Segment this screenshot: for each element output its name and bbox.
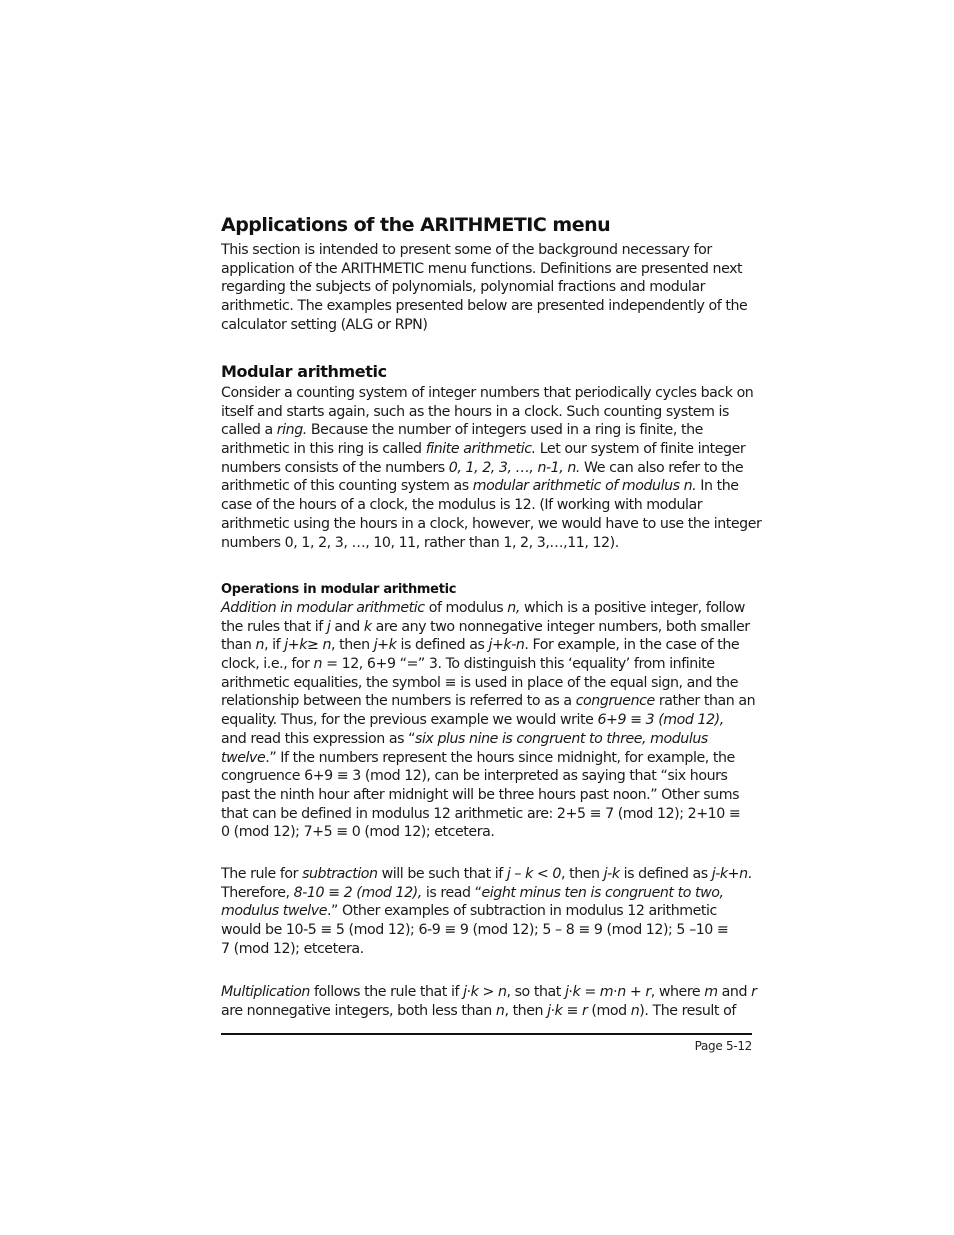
text-line: This section is intended to present some of the background necessary for	[221, 242, 712, 258]
text-line: the rules that if j and k are any two nonnegative integer numbers, both smaller	[221, 618, 750, 635]
text-line: The rule for subtraction will be such that if j – k < 0, then j-k is defined as j-k+n.	[221, 866, 752, 882]
text-line: past the ninth hour after midnight will be three hours past noon.” Other sums	[221, 786, 740, 803]
text-line: Therefore, 8-10 ≡ 2 (mod 12), is read “eight minus ten is congruent to two,	[221, 884, 724, 901]
subsection-heading-modular-arithmetic: Modular arithmetic	[221, 362, 387, 381]
text-line: called a ring. Because the number of integers used in a ring is finite, the	[221, 422, 703, 439]
text-line: twelve.” If the numbers represent the hours since midnight, for example, the	[221, 749, 735, 766]
text-line: numbers consists of the numbers 0, 1, 2, 3, …, n-1, n. We can also refer to the	[221, 459, 744, 476]
text-line: are nonnegative integers, both less than n, then j⋅k ≡ r (mod n). The result of	[221, 1002, 736, 1019]
text-line: Multiplication follows the rule that if j⋅k > n, so that j⋅k = m⋅n + r, where m and r	[221, 984, 757, 1000]
subtraction-paragraph	[221, 865, 761, 958]
text-line: arithmetic using the hours in a clock, however, we would have to use the integer	[221, 515, 762, 532]
intro-paragraph	[221, 241, 761, 334]
text-line: and read this expression as “six plus nine is congruent to three, modulus	[221, 730, 708, 747]
text-line: Addition in modular arithmetic of modulus n, which is a positive integer, follow	[221, 600, 745, 616]
text-line: would be 10-5 ≡ 5 (mod 12); 6-9 ≡ 9 (mod 12); 5 – 8 ≡ 9 (mod 12); 5 –10 ≡	[221, 922, 729, 939]
text-line: 7 (mod 12); etcetera.	[221, 940, 364, 957]
section-heading-arithmetic-menu: Applications of the ARITHMETIC menu	[221, 214, 611, 236]
subsubsection-heading-operations: Operations in modular arithmetic	[221, 582, 457, 597]
addition-paragraph	[221, 599, 761, 842]
modular-paragraph	[221, 384, 761, 552]
text-line: case of the hours of a clock, the modulus is 12. (If working with modular	[221, 497, 703, 514]
text-line: relationship between the numbers is referred to as a congruence rather than an	[221, 693, 756, 710]
footer-rule	[221, 1033, 752, 1035]
text-line: than n, if j+k≥ n, then j+k is defined as j+k-n. For example, in the case of the	[221, 637, 740, 654]
text-line: arithmetic equalities, the symbol ≡ is used in place of the equal sign, and the	[221, 674, 739, 691]
text-line: congruence 6+9 ≡ 3 (mod 12), can be interpreted as saying that “six hours	[221, 768, 728, 785]
text-line: modulus twelve.” Other examples of subtraction in modulus 12 arithmetic	[221, 903, 717, 920]
page-number: Page 5-12	[694, 1039, 752, 1053]
text-line: arithmetic. The examples presented below are presented independently of the	[221, 298, 748, 315]
text-line: 0 (mod 12); 7+5 ≡ 0 (mod 12); etcetera.	[221, 824, 495, 841]
text-line: numbers 0, 1, 2, 3, …, 10, 11, rather than 1, 2, 3,…,11, 12).	[221, 534, 619, 551]
text-line: that can be defined in modulus 12 arithmetic are: 2+5 ≡ 7 (mod 12); 2+10 ≡	[221, 805, 741, 822]
text-line: Consider a counting system of integer numbers that periodically cycles back on	[221, 385, 754, 401]
text-line: itself and starts again, such as the hours in a clock. Such counting system is	[221, 403, 729, 420]
text-line: arithmetic of this counting system as modular arithmetic of modulus n. In the	[221, 478, 739, 495]
text-line: arithmetic in this ring is called finite arithmetic. Let our system of finite integer	[221, 441, 746, 458]
text-line: calculator setting (ALG or RPN)	[221, 316, 428, 333]
text-line: application of the ARITHMETIC menu functions. Definitions are presented next	[221, 260, 743, 277]
text-line: equality. Thus, for the previous example we would write 6+9 ≡ 3 (mod 12),	[221, 712, 724, 729]
multiplication-paragraph	[221, 983, 761, 1020]
text-line: regarding the subjects of polynomials, polynomial fractions and modular	[221, 279, 706, 296]
text-line: clock, i.e., for n = 12, 6+9 “=” 3. To distinguish this ‘equality’ from infinite	[221, 656, 715, 673]
